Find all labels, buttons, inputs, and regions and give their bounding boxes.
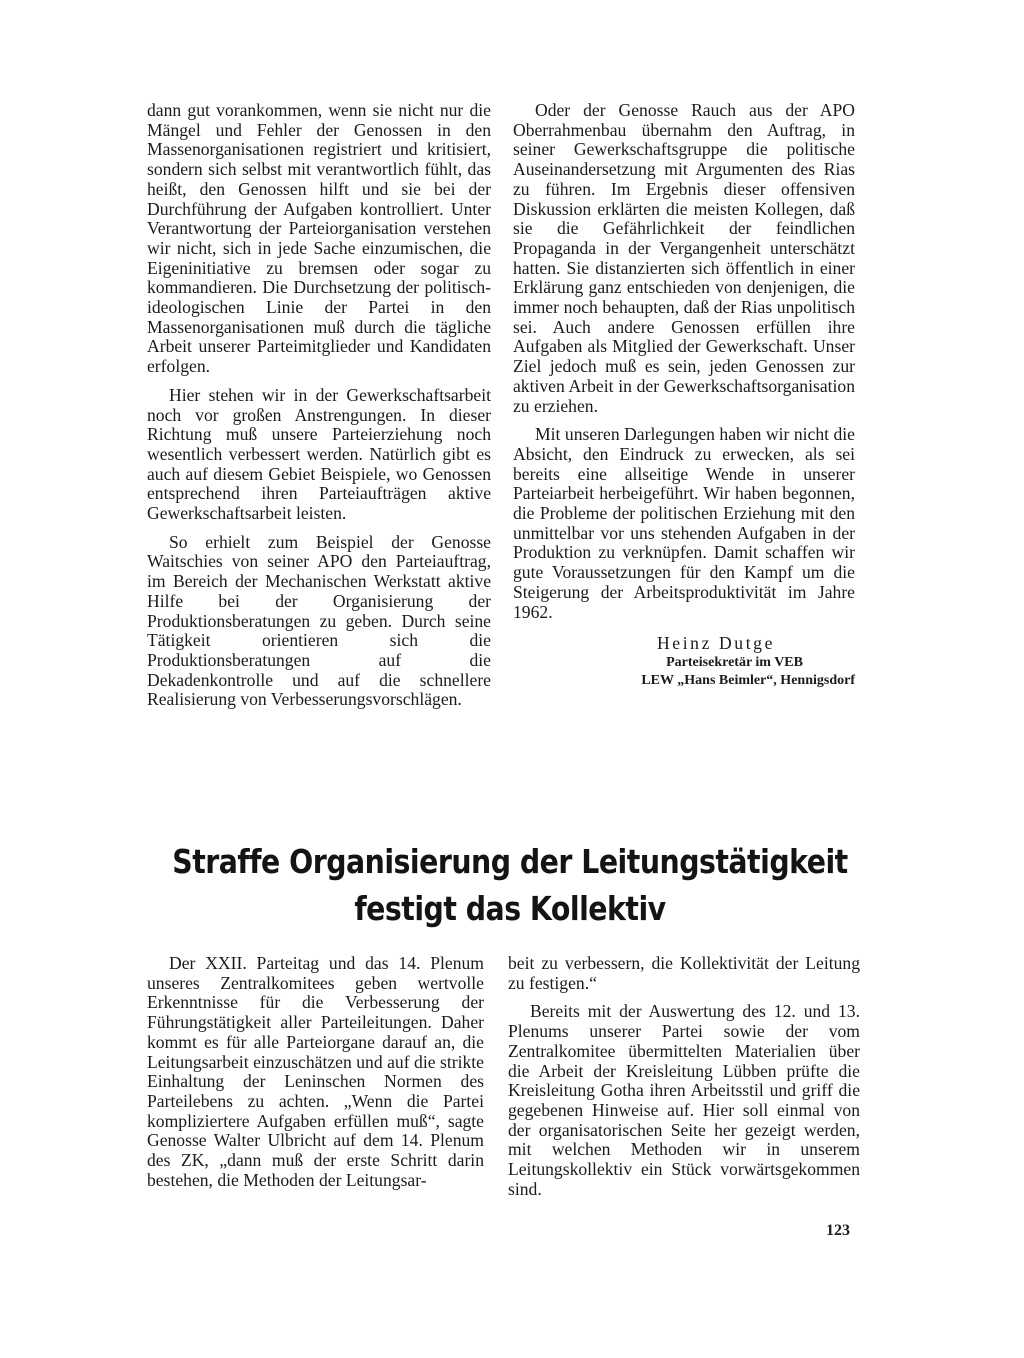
article-headline	[166, 838, 854, 932]
paragraph: Mit unseren Darlegungen haben wir nicht die Absicht, den Eindruck zu erwecken, als sei bereits eine allseitige Wende in unserer Parteiarbeit herbeigeführt. Wir haben begonnen, die Probleme der politischen Erziehung mit den unmittelbar vor uns stehenden Aufgaben in der Produktion zu verknüpfen. Damit schaffen wir gute Voraussetzungen für den Kampf um die Steigerung der Arbeitsproduktivität im Jahre 1962.	[513, 424, 855, 622]
paragraph: beit zu verbessern, die Kollektivität der Leitung zu festigen.“	[508, 953, 860, 993]
paragraph: Oder der Genosse Rauch aus der APO Oberrahmenbau übernahm den Auftrag, in seiner Gewerkschaftsgruppe die politische Auseinandersetzung mit Argumenten des Rias zu führen. Im Ergebnis dieser offensiven Diskussion erklärten die meisten Kollegen, daß sie die Gefährlichkeit der feindlichen Propaganda in der Vergangenheit unterschätzt hatten. Sie distanzierten sich öffentlich in einer Erklärung ganz entschieden von denjenigen, die immer noch behaupten, daß der Rias unpolitisch sei. Auch andere Genossen erfüllen ihre Aufgaben als Mitglied der Gewerkschaft. Unser Ziel jedoch muß es sein, jeden Genossen zur aktiven Arbeit in der Gewerkschaftsorganisation zu erziehen.	[513, 100, 855, 416]
paragraph: Der XXII. Parteitag und das 14. Plenum unseres Zentralkomitees geben wertvolle Erkenntnisse für die Verbesserung der Führungstätigkeit aller Parteileitungen. Daher kommt es für alle Parteiorgane darauf an, die Leitungsarbeit einzuschätzen und auf die strikte Einhaltung der Leninschen Normen des Parteilebens zu achten. „Wenn die Partei kompliziertere Aufgaben erfüllen muß“, sagte Genosse Walter Ulbricht auf dem 14. Plenum des ZK, „dann muß der erste Schritt darin bestehen, die Methoden der Leitungsar-	[147, 953, 484, 1190]
paragraph: dann gut vorankommen, wenn sie nicht nur die Mängel und Fehler der Genossen in den Massenorganisationen registriert und kritisiert, sondern sich selbst mit verantwortlich fühlt, das heißt, den Genossen hilft und sie bei der Durchführung der Aufgaben kontrolliert. Unter Verantwortung der Parteiorganisation verstehen wir nicht, sich in jede Sache einzumischen, die Eigeninitiative zu bremsen oder sogar zu kommandieren. Die Durchsetzung der politisch-ideologischen Linie der Partei in den Massenorganisationen muß durch die tägliche Arbeit unserer Parteimitglieder und Kandidaten erfolgen.	[147, 100, 491, 377]
column-top-left	[147, 101, 491, 710]
column-bottom-left	[147, 954, 484, 1190]
paragraph: Hier stehen wir in der Gewerkschaftsarbeit noch vor großen Anstrengungen. In dieser Richtung muß unsere Parteierziehung noch wesentlich verbessert werden. Natürlich gibt es auch auf diesem Gebiet Beispiele, wo Genossen entsprechend ihren Parteiaufträgen aktive Gewerkschaftsarbeit leisten.	[147, 384, 491, 524]
paragraph: Bereits mit der Auswertung des 12. und 13. Plenums unserer Partei sowie der vom Zentralkomitee übermittelten Materialien über die Arbeit der Kreisleitung Lübben prüfte die Kreisleitung Gotha ihren Arbeitsstil und griff die gegebenen Hinweise auf. Hier soll einmal von der organisatorischen Seite her gezeigt werden, mit welchen Methoden wir in unserem Leitungskollektiv ein Stück vorwärtsgekommen sind.	[508, 1001, 860, 1199]
headline-line-2: festigt das Kollektiv	[354, 889, 666, 928]
page-number: 123	[826, 1222, 850, 1239]
author-name: Heinz Dutge	[656, 633, 775, 654]
headline-line-1: Straffe Organisierung der Leitungstätigkeit	[172, 842, 848, 881]
column-bottom-right	[508, 954, 860, 1199]
paragraph: So erhielt zum Beispiel der Genosse Waitschies von seiner APO den Parteiauftrag, im Bereich der Mechanischen Werkstatt aktive Hilfe bei der Organisierung der Produktionsberatungen zu geben. Durch seine Tätigkeit orientieren sich die Produktionsberatungen auf die Dekadenkontrolle und auf die schnellere Realisierung von Verbesserungsvorschlägen.	[147, 531, 491, 710]
author-affiliation: LEW „Hans Beimler“, Hennigsdorf	[641, 672, 855, 688]
author-role: Parteisekretär im VEB	[666, 654, 803, 670]
column-top-right	[513, 101, 855, 690]
